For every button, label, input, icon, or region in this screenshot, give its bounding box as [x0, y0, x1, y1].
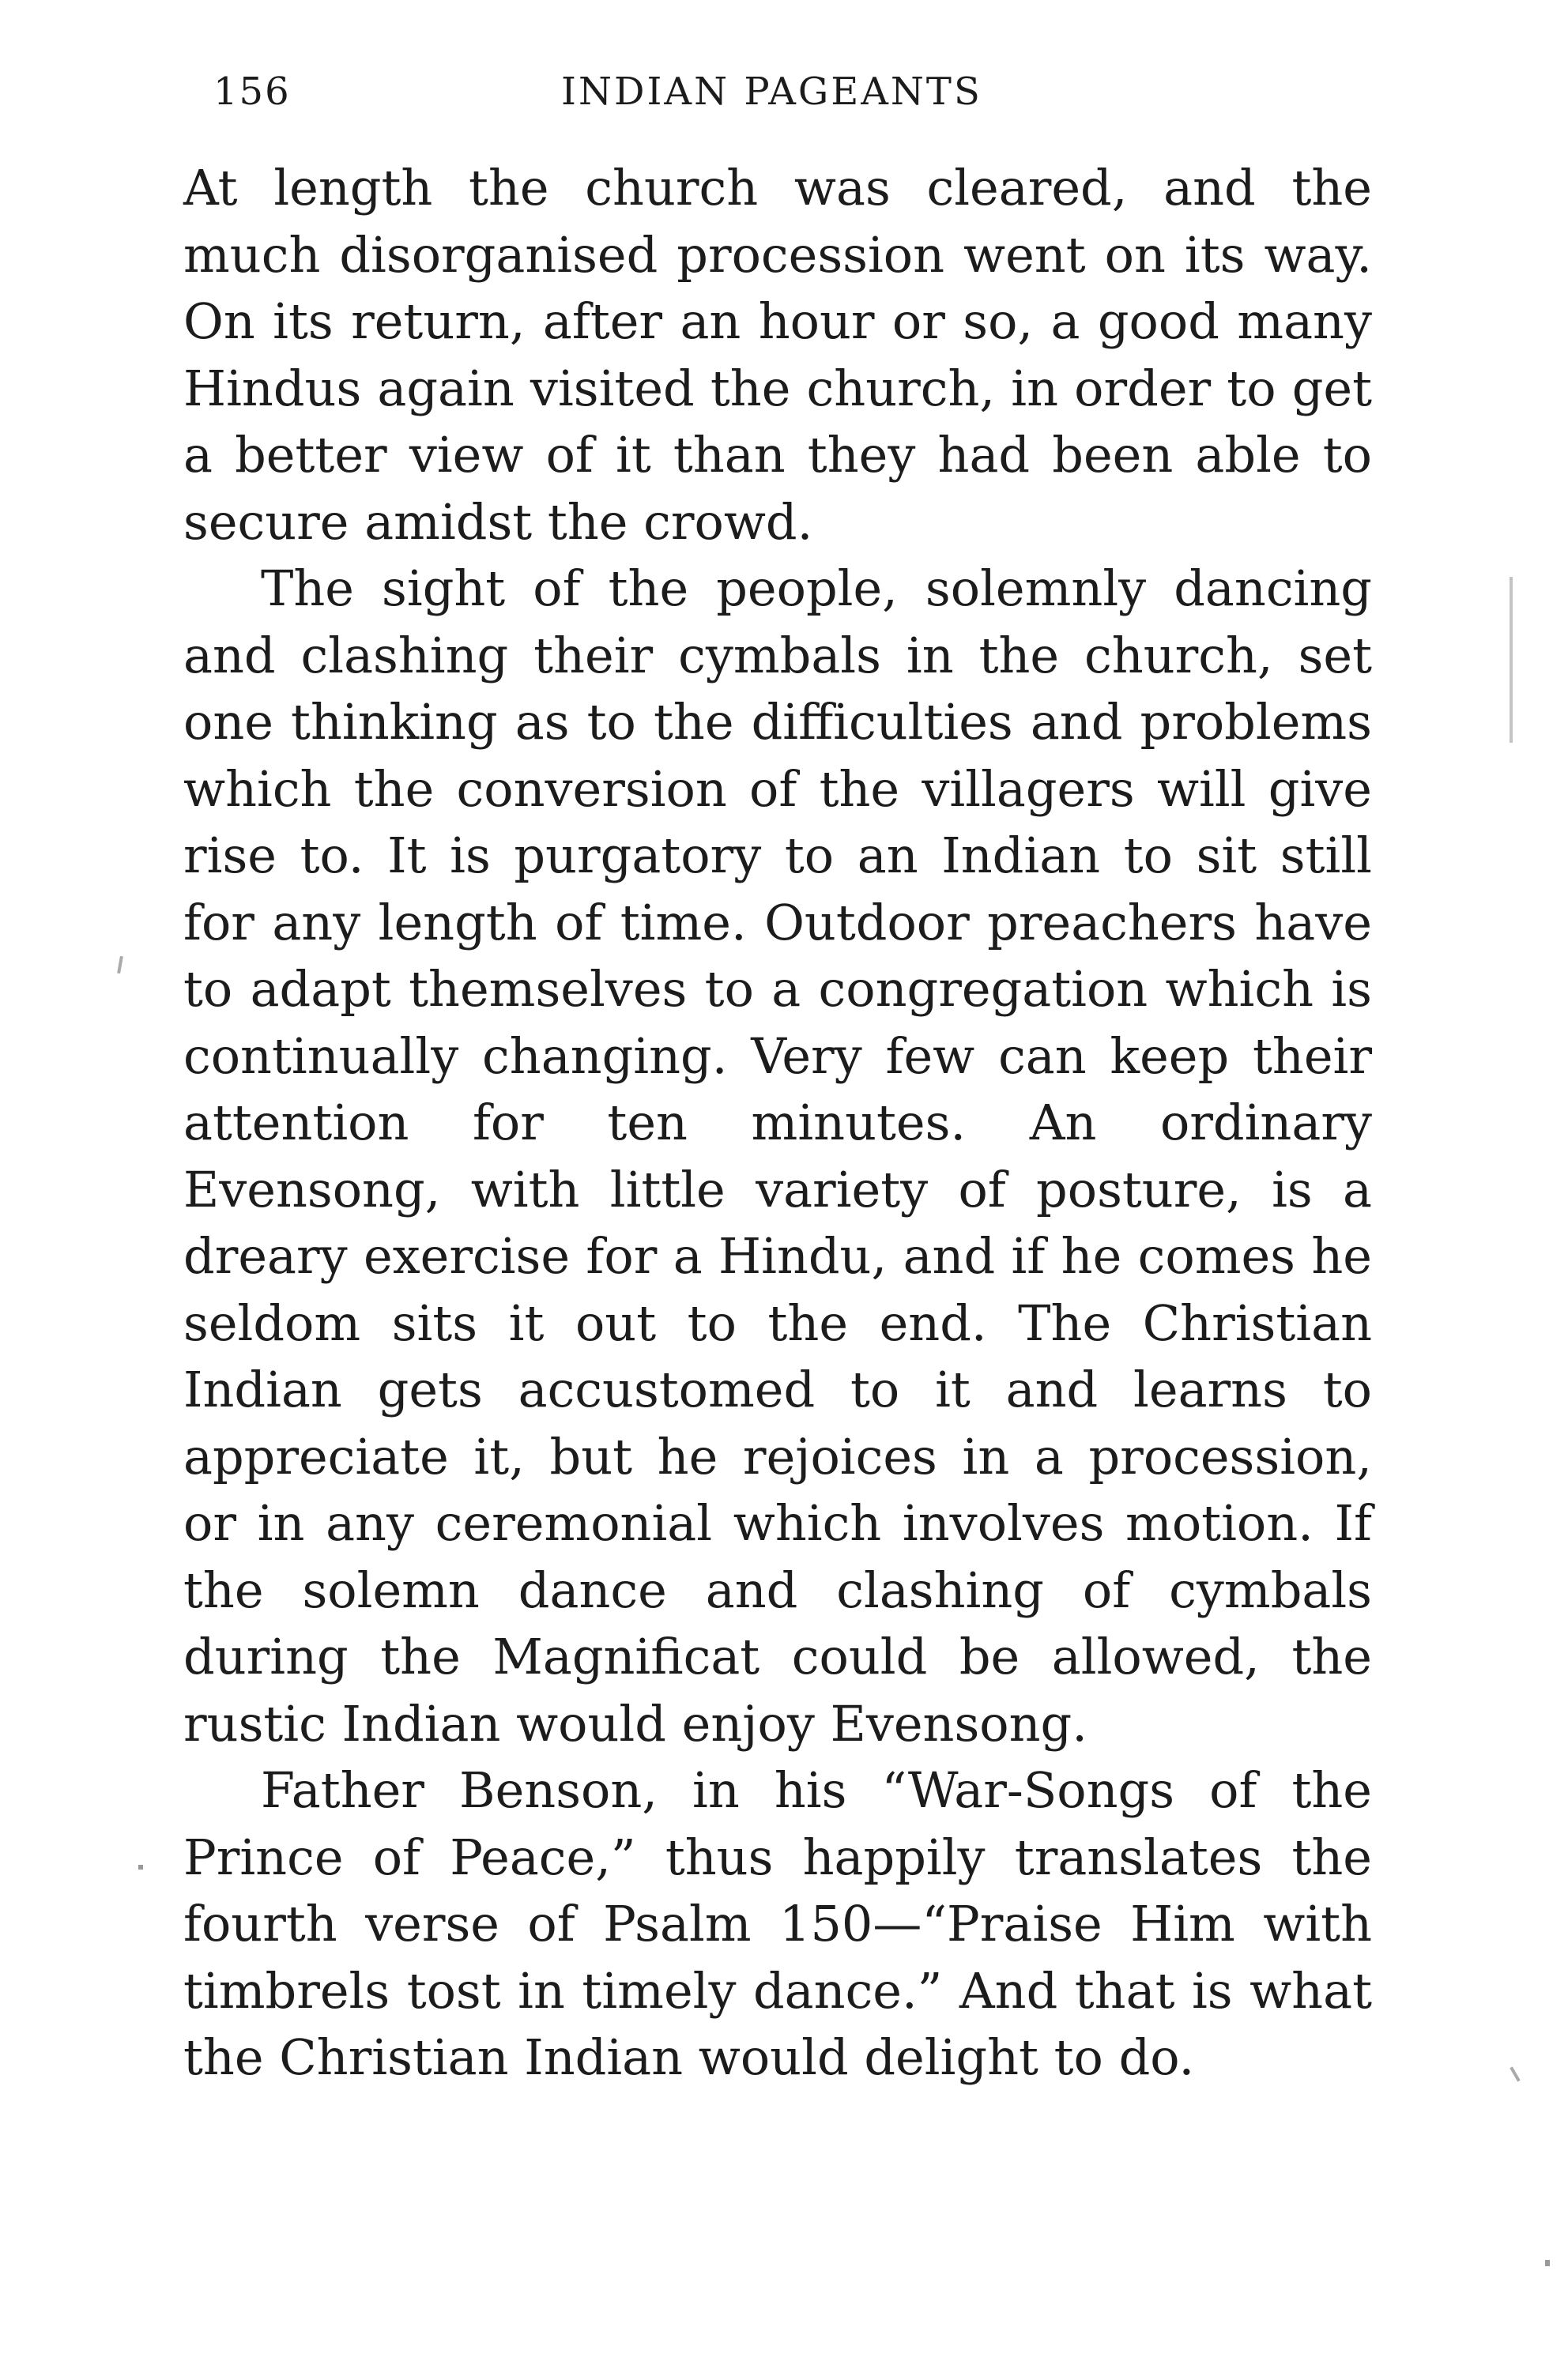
margin-dot — [138, 1865, 143, 1870]
paragraph-1: At length the church was cleared, and the much disorganised procession went on its way. On its return, after an hour or so, a good many Hindus again visited the church, in order to get a better view of it than they had been able to secure amidst the crowd. — [183, 159, 1372, 551]
margin-mark — [117, 956, 123, 973]
margin-dot — [1545, 2260, 1550, 2266]
running-title: INDIAN PAGEANTS — [561, 70, 982, 114]
paragraph-2: The sight of the people, solemnly dancing and clashing their cymbals in the church, set one thinking as to the difficulties and problems which the conversion of the villagers will give rise to. It is purgatory to an Indian to sit still for any length of time. Outdoor preachers have to adapt themselves to a congregation which is continually changing. Very few can keep their attention for ten minutes. An ordinary Evensong, with little variety of posture, is a dreary exercise for a Hindu, and if he comes he seldom sits it out to the end. The Christian Indian gets accustomed to it and learns to appreciate it, but he rejoices in a procession, or in any ceremonial which involves motion. If the solemn dance and clashing of cymbals during the Magnificat could be allowed, the rustic Indian would enjoy Evensong. — [183, 559, 1372, 1753]
margin-mark — [1510, 2066, 1520, 2081]
paragraph-3: Father Benson, in his “War-Songs of the Prince of Peace,” thus happily translates the fourth verse of Psalm 150—“Praise Him with timbrels tost in timely dance.” And that is what the Christian Indian would delight to do. — [183, 1761, 1372, 2086]
body-text — [183, 155, 1372, 2092]
running-head — [198, 70, 1359, 125]
margin-smudge — [1510, 577, 1513, 743]
page-number: 156 — [213, 70, 291, 114]
